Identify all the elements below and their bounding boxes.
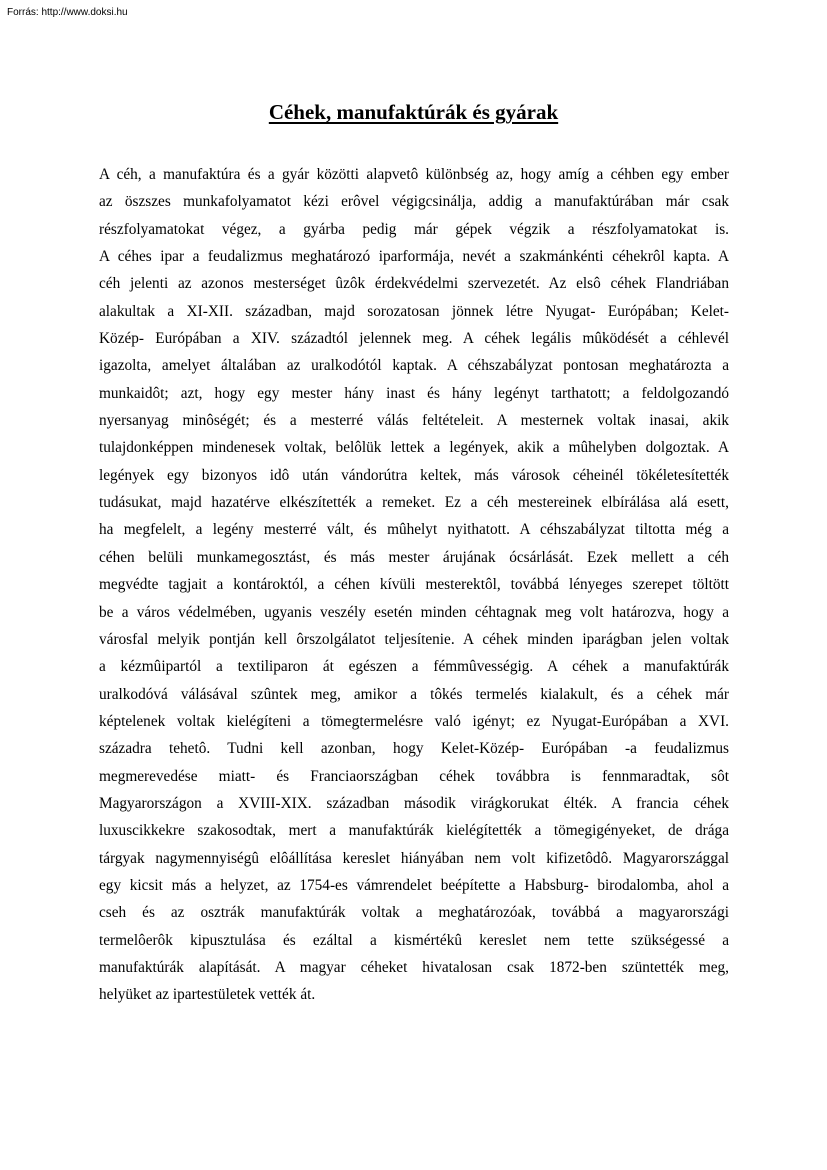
body-text-line: A céhes ipar a feudalizmus meghatározó iparformája, nevét a szakmánkénti céhekrôl kapta. A bbox=[99, 248, 729, 266]
body-text-line: az öszszes munkafolyamatot kézi erôvel végigcsinálja, addig a manufaktúrában már csak bbox=[99, 193, 729, 211]
body-text-line: tárgyak nagymennyiségû elôállítása kereslet hiányában nem volt kifizetôdô. Magyarországgal bbox=[99, 849, 729, 867]
body-text-line: részfolyamatokat végez, a gyárba pedig már gépek végzik a részfolyamatokat is. bbox=[99, 220, 729, 238]
body-text-line: be a város védelmében, ugyanis veszély esetén minden céhtagnak meg volt határozva, hogy a bbox=[99, 603, 729, 621]
body-text-line: igazolta, amelyet általában az uralkodótól kaptak. A céhszabályzat pontosan meghatározta a bbox=[99, 357, 729, 375]
body-text-line: századra tehetô. Tudni kell azonban, hogy Kelet-Közép- Európában -a feudalizmus bbox=[99, 740, 729, 758]
body-text-line: uralkodóvá válásával szûntek meg, amikor a tôkés termelés kialakult, és a céhek már bbox=[99, 685, 729, 703]
body-text-line: tudásukat, majd hazatérve elkészítették a remeket. Ez a céh mestereinek elbírálása alá esett, bbox=[99, 494, 729, 512]
body-text-line: termelôerôk kipusztulása és ezáltal a kismértékû kereslet nem tette szükségessé a bbox=[99, 931, 729, 949]
body-text-line: céh jelenti az azonos mesterséget ûzôk érdekvédelmi szervezetét. Az elsô céhek Flandriában bbox=[99, 275, 729, 293]
body-text-line: megmerevedése miatt- és Franciaországban céhek továbbra is fennmaradtak, sôt bbox=[99, 767, 729, 785]
body-text-line: megvédte tagjait a kontároktól, a céhen kívüli mesterektôl, továbbá lényeges szerepet töltött bbox=[99, 576, 729, 594]
body-text-line: városfal melyik pontján kell ôrszolgálatot teljesítenie. A céhek minden iparágban jelen voltak bbox=[99, 630, 729, 648]
document-body bbox=[99, 161, 729, 1009]
body-text-line: a kézmûipartól a textiliparon át egészen a fémmûvességig. A céhek a manufaktúrák bbox=[99, 658, 729, 676]
body-text-line: munkaidôt; azt, hogy egy mester hány inast és hány legényt tarthatott; a feldolgozandó bbox=[99, 384, 729, 402]
document-title: Céhek, manufaktúrák és gyárak bbox=[268, 100, 559, 124]
body-text-line: ha megfelelt, a legény mesterré vált, és mûhelyt nyithatott. A céhszabályzat tiltotta még a bbox=[99, 521, 729, 539]
body-text-line: Közép- Európában a XIV. századtól jelennek meg. A céhek legális mûködését a céhlevél bbox=[99, 330, 729, 348]
body-text-line: Magyarországon a XVIII-XIX. században második virágkorukat élték. A francia céhek bbox=[99, 794, 729, 812]
body-text-line: alakultak a XI-XII. században, majd sorozatosan jönnek létre Nyugat- Európában; Kelet- bbox=[99, 302, 729, 320]
body-text-line: cseh és az osztrák manufaktúrák voltak a meghatározóak, továbbá a magyarországi bbox=[99, 904, 729, 922]
body-text-line: manufaktúrák alapítását. A magyar céheket hivatalosan csak 1872-ben szüntették meg, bbox=[99, 958, 729, 976]
body-text-line: luxuscikkekre szakosodtak, mert a manufaktúrák kielégítették a tömegigényeket, de drága bbox=[99, 822, 729, 840]
body-text-line: A céh, a manufaktúra és a gyár közötti alapvetô különbség az, hogy amíg a céhben egy ember bbox=[99, 166, 729, 183]
body-text-line: helyüket az ipartestületek vették át. bbox=[99, 986, 316, 1004]
body-text-line: céhen belüli munkamegosztást, és más mester árujának ócsárlását. Ezek mellett a céh bbox=[99, 548, 729, 566]
body-text-line: nyersanyag minôségét; és a mesterré válás feltételeit. A mesternek voltak inasai, akik bbox=[99, 412, 729, 430]
body-text-line: egy kicsit más a helyzet, az 1754-es vámrendelet beépítette a Habsburg- birodalomba, ahol a bbox=[99, 876, 729, 894]
body-text-line: képtelenek voltak kielégíteni a tömegtermelésre való igényt; ez Nyugat-Európában a XVI. bbox=[99, 712, 729, 730]
source-url-text: Forrás: http://www.doksi.hu bbox=[7, 7, 128, 18]
body-text-line: legények egy bizonyos idô után vándorútra keltek, más városok céheinél tökéletesítették bbox=[99, 466, 729, 484]
body-text-line: tulajdonképpen mindenesek voltak, belôlük lettek a legények, akik a mûhelyben dolgoztak. A bbox=[99, 439, 729, 457]
